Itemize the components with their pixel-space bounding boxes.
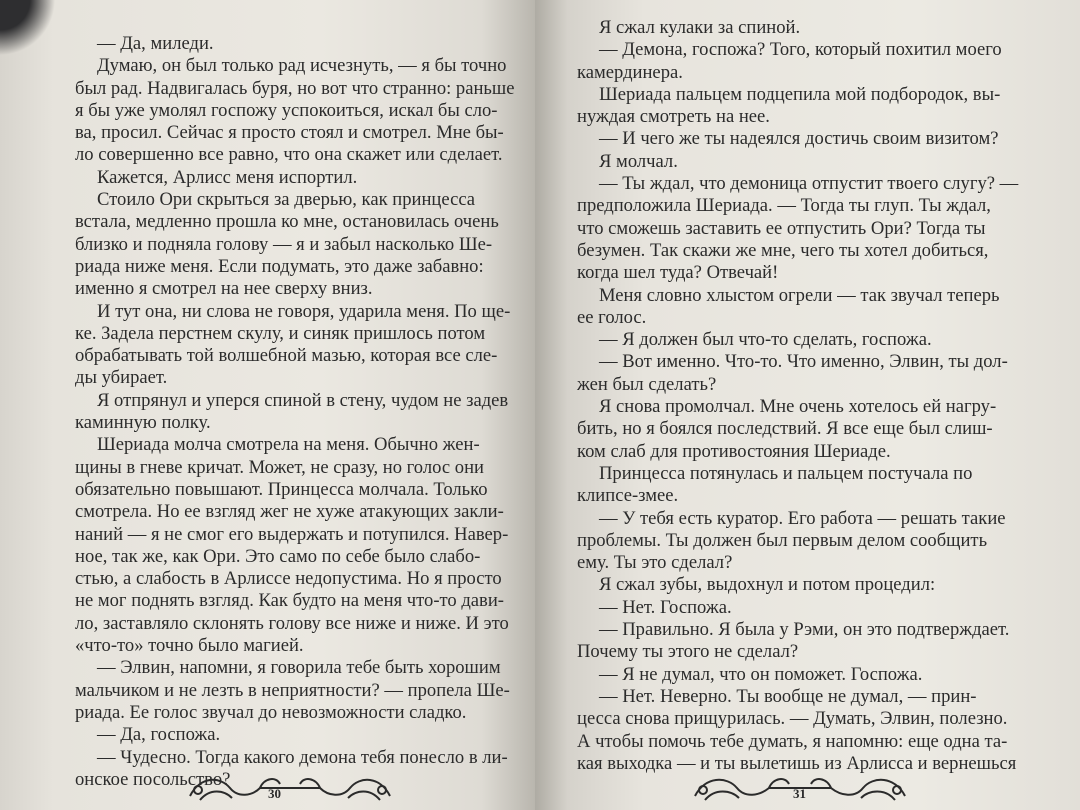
text-line: А чтобы помочь тебе думать, я напомню: еще одна та- bbox=[577, 730, 1008, 752]
text-line: Я молчал. bbox=[599, 150, 678, 172]
text-line: «что-то» точно было магией. bbox=[75, 635, 304, 657]
left-page bbox=[0, 0, 535, 810]
background-corner bbox=[0, 0, 60, 60]
text-line: риада ниже меня. Если подумать, это даже забавно: bbox=[75, 255, 484, 277]
text-line: проблемы. Ты должен был первым делом сообщить bbox=[577, 529, 988, 551]
text-line: — Правильно. Я была у Рэми, он это подтверждает. bbox=[599, 619, 1010, 641]
text-line: близко и подняла голову — я и забыл насколько Ше- bbox=[75, 233, 493, 255]
text-line: ды убирает. bbox=[75, 367, 168, 389]
text-line: — Да, миледи. bbox=[97, 33, 214, 54]
right-page bbox=[535, 0, 1080, 810]
text-line: — Я должен был что-то сделать, госпожа. bbox=[599, 329, 932, 351]
text-line: встала, медленно прошла ко мне, остановилась очень bbox=[75, 211, 499, 233]
text-line: обрабатывать той волшебной мазью, которая все сле- bbox=[75, 345, 498, 367]
text-line: ее голос. bbox=[577, 306, 647, 328]
text-line: онское посольство? bbox=[75, 768, 231, 790]
text-line: ло, заставляло склонять голову все ниже и ниже. И это bbox=[75, 612, 509, 634]
text-line: что сможешь заставить ее отпустить Ори? Тогда ты bbox=[577, 217, 986, 239]
text-line: ва, просил. Сейчас я просто стоял и смотрел. Мне бы- bbox=[75, 122, 504, 144]
text-line: цесса снова прищурилась. — Думать, Элвин, полезно. bbox=[577, 708, 1008, 730]
text-line: — Демона, госпожа? Того, который похитил моего bbox=[599, 39, 1002, 61]
text-line: ло совершенно все равно, что она скажет или сделает. bbox=[75, 144, 503, 166]
text-line: Я снова промолчал. Мне очень хотелось ей нагру- bbox=[599, 396, 997, 418]
text-line: жен был сделать? bbox=[577, 373, 717, 395]
text-line: — Элвин, напомни, я говорила тебе быть хорошим bbox=[97, 657, 501, 679]
text-line: наний — я не смог его выдержать и потупился. Навер- bbox=[75, 523, 509, 545]
page-number: 30 bbox=[268, 786, 281, 801]
text-line: был рад. Надвигалась буря, но вот что странно: раньше bbox=[75, 77, 515, 99]
text-line: именно я смотрел на нее сверху вниз. bbox=[75, 278, 373, 300]
text-line: Шериада молча смотрела на меня. Обычно жен- bbox=[97, 434, 480, 456]
text-line: Я сжал кулаки за спиной. bbox=[599, 17, 801, 38]
text-line: — Нет. Неверно. Ты вообще не думал, — прин- bbox=[599, 685, 977, 707]
footer-ornament-icon bbox=[180, 766, 400, 806]
text-line: риада. Ее голос звучал до невозможности сладко. bbox=[75, 701, 467, 723]
text-line: бить, но я боялся последствий. Я все еще был слиш- bbox=[577, 418, 993, 440]
text-line: — Чудесно. Тогда какого демона тебя понесло в ли- bbox=[97, 746, 508, 768]
text-line: — Я не думал, что он поможет. Госпожа. bbox=[599, 663, 923, 685]
text-line: Принцесса потянулась и пальцем постучала по bbox=[599, 462, 973, 484]
text-line: — И чего же ты надеялся достичь своим визитом? bbox=[599, 128, 999, 150]
text-line: Кажется, Арлисс меня испортил. bbox=[97, 166, 358, 188]
text-line: предположила Шериада. — Тогда ты глуп. Ты ждал, bbox=[577, 195, 991, 217]
text-line: нуждая смотреть на нее. bbox=[577, 106, 770, 128]
text-line: Я сжал зубы, выдохнул и потом процедил: bbox=[599, 574, 936, 596]
text-line: Я отпрянул и уперся спиной в стену, чудом не задев bbox=[97, 389, 509, 411]
text-line: Думаю, он был только рад исчезнуть, — я бы точно bbox=[97, 55, 507, 77]
text-line: мальчиком и не лезть в неприятности? — пропела Ше- bbox=[75, 679, 510, 701]
text-line: когда шел туда? Отвечай! bbox=[577, 262, 779, 284]
text-line: ком слаб для противостояния Шериаде. bbox=[577, 440, 891, 462]
text-line: ему. Ты это сделал? bbox=[577, 552, 733, 574]
left-page-text bbox=[75, 33, 515, 791]
text-line: щины в гневе кричат. Может, не сразу, но голос они bbox=[75, 456, 484, 478]
text-line: — Вот именно. Что-то. Что именно, Элвин, ты дол- bbox=[599, 351, 1008, 373]
text-line: ке. Задела перстнем скулу, и синяк пришлось потом bbox=[75, 322, 486, 344]
text-line: — У тебя есть куратор. Его работа — решать такие bbox=[599, 507, 1006, 529]
text-line: камердинера. bbox=[577, 61, 683, 83]
text-line: клипсе-змее. bbox=[577, 485, 679, 507]
text-line: обязательно повышают. Принцесса молчала. Только bbox=[75, 478, 488, 500]
text-line: я бы уже умолял госпожу успокоиться, искал бы сло- bbox=[75, 99, 498, 121]
text-line: — Ты ждал, что демоница отпустит твоего слугу? — bbox=[599, 173, 1019, 195]
text-line: ное, так же, как Ори. Это само по себе было слабо- bbox=[75, 545, 481, 567]
text-line: безумен. Так скажи же мне, чего ты хотел добиться, bbox=[577, 239, 989, 261]
text-line: — Нет. Госпожа. bbox=[599, 596, 732, 618]
text-line: И тут она, ни слова не говоря, ударила меня. По ще- bbox=[97, 300, 511, 322]
text-line: не мог поднять взгляд. Как будто на меня что-то дави- bbox=[75, 590, 504, 612]
text-line: Меня словно хлыстом огрели — так звучал теперь bbox=[599, 284, 1000, 306]
text-line: каминную полку. bbox=[75, 412, 211, 434]
page-number: 31 bbox=[793, 786, 806, 801]
right-page-text bbox=[577, 17, 1032, 775]
text-line: смотрела. Но ее взгляд жег не хуже атакующих закли- bbox=[75, 501, 504, 523]
text-line: — Да, госпожа. bbox=[97, 724, 221, 746]
text-line: Шериада пальцем подцепила мой подбородок, вы- bbox=[599, 83, 1001, 105]
text-line: стью, а слабость в Арлиссе недопустима. Но я просто bbox=[75, 568, 502, 590]
text-line: Почему ты этого не сделал? bbox=[577, 641, 799, 663]
text-line: кая выходка — и ты вылетишь из Арлисса и вернешься bbox=[577, 752, 1017, 774]
text-line: Стоило Ори скрыться за дверью, как принцесса bbox=[97, 189, 476, 211]
